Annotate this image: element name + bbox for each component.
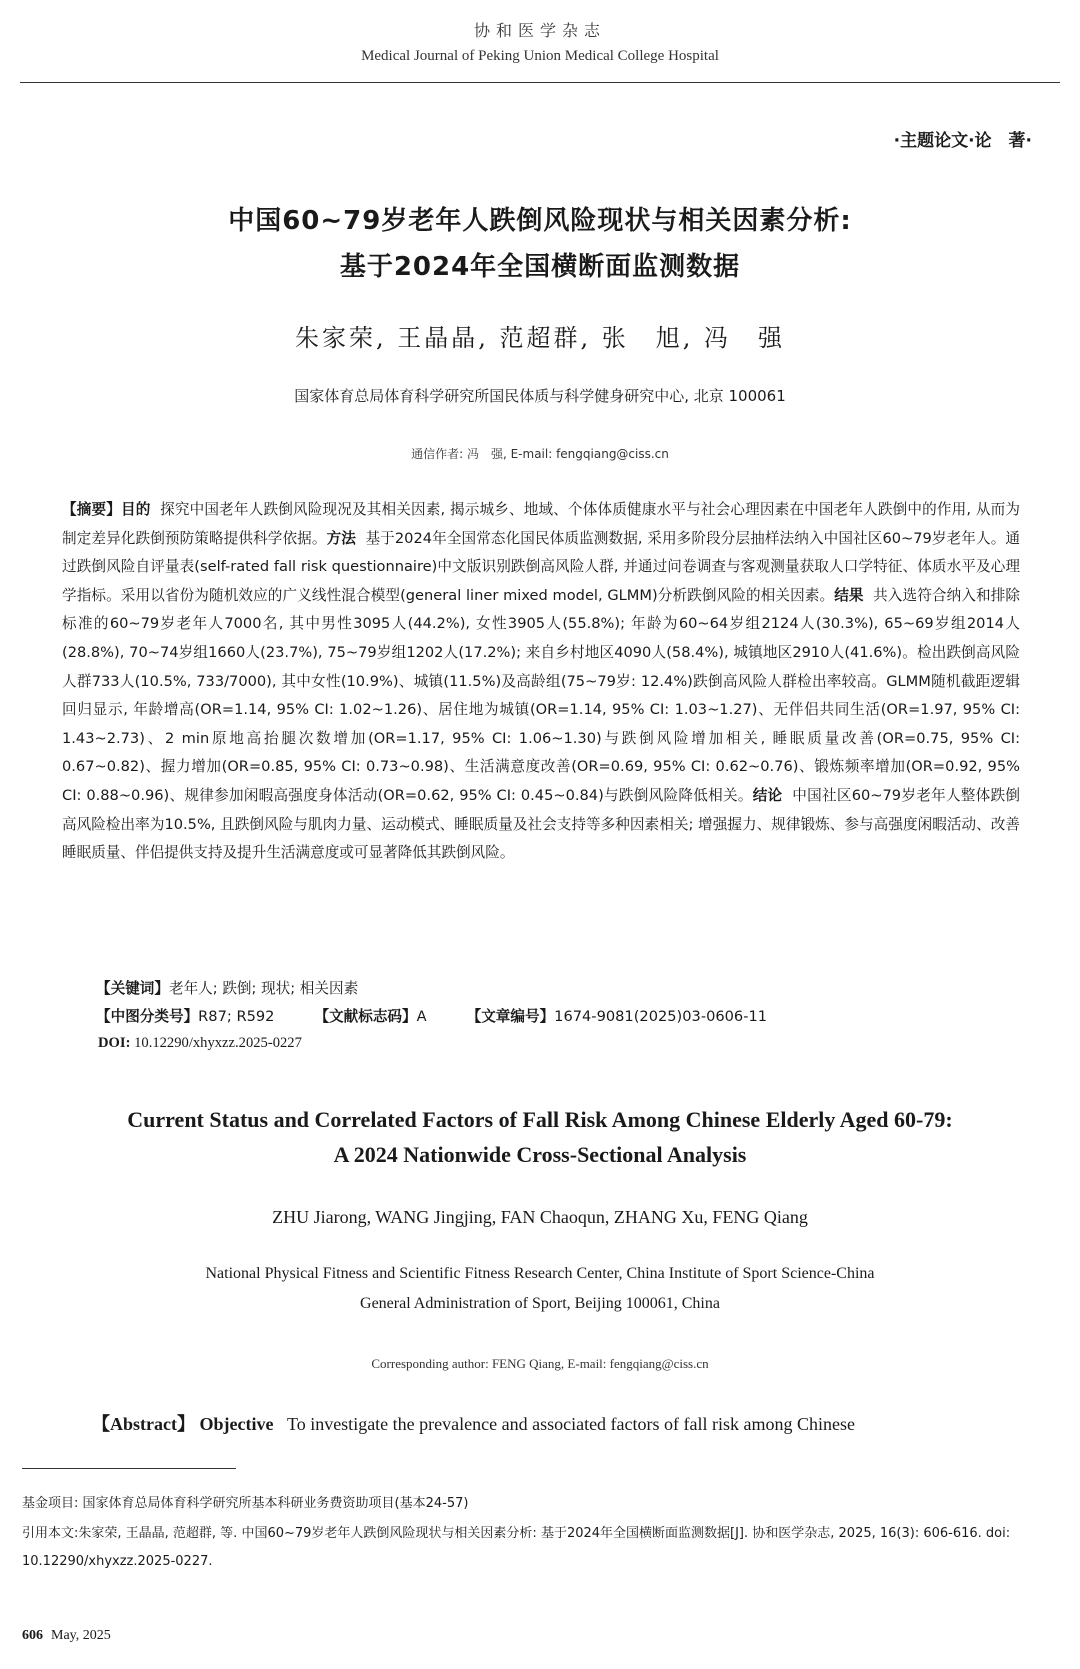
corresponding-author-en: Corresponding author: FENG Qiang, E-mail: fengqiang@ciss.cn bbox=[371, 1356, 709, 1371]
methods-text: 基于2024年全国常态化国民体质监测数据, 采用多阶段分层抽样法纳入中国社区60~79岁老年人。通过跌倒风险自评量表(self-rated fall risk questionnaire)中文版识别跌倒高风险人群, 并通过问卷调查与客观测量获取人口学特征、体质水平及心理学指标。采用以省份为随机效应的广义线性混合模型(general liner mixed model, GLMM)分析跌倒风险的相关因素。 bbox=[62, 529, 1020, 604]
citation-label: 引用本文: bbox=[22, 1526, 79, 1541]
affiliation-cn: 国家体育总局体育科学研究所国民体质与科学健身研究中心, 北京 100061 bbox=[294, 387, 786, 405]
title-cn-line-1: 中国60~79岁老年人跌倒风险现状与相关因素分析: bbox=[228, 206, 852, 236]
doi-value[interactable]: 10.12290/xhyxzz.2025-0227 bbox=[134, 1035, 302, 1051]
abstract-en bbox=[92, 1410, 855, 1436]
methods-label: 方法 bbox=[326, 529, 356, 547]
page-number: 606 bbox=[22, 1628, 43, 1643]
affiliation-en-line-1: National Physical Fitness and Scientific Fitness Research Center, China Institute of Sport Science-China bbox=[205, 1265, 875, 1282]
header-divider bbox=[20, 82, 1060, 83]
objective-label: 目的 bbox=[121, 501, 151, 518]
doc-code-value: A bbox=[416, 1008, 427, 1025]
article-no-value: 1674-9081(2025)03-0606-11 bbox=[554, 1008, 768, 1025]
funding-note: 基金项目: 国家体育总局体育科学研究所基本科研业务费资助项目(基本24-57) bbox=[22, 1496, 469, 1511]
conclusion-label: 结论 bbox=[752, 786, 783, 804]
abstract-en-heading: 【Abstract】 bbox=[92, 1414, 195, 1434]
clc-label: 【中图分类号】 bbox=[96, 1008, 199, 1025]
issue-date: May, 2025 bbox=[51, 1628, 111, 1643]
clc-value: R87; R592 bbox=[198, 1008, 275, 1025]
authors-cn: 朱家荣, 王晶晶, 范超群, 张 旭, 冯 强 bbox=[294, 324, 786, 352]
citation-text: 朱家荣, 王晶晶, 范超群, 等. 中国60~79岁老年人跌倒风险现状与相关因素分析: 基于2024年全国横断面监测数据[J]. 协和医学杂志, 2025, 16(3): 606-616. doi: 10.12290/xhyxzz.2025-0227. bbox=[22, 1526, 1011, 1569]
journal-name-cn: 协和医学杂志 bbox=[473, 21, 606, 40]
article-no-label: 【文章编号】 bbox=[466, 1008, 555, 1025]
page-footer bbox=[22, 1628, 111, 1644]
results-label: 结果 bbox=[834, 586, 864, 604]
authors-en: ZHU Jiarong, WANG Jingjing, FAN Chaoqun, ZHANG Xu, FENG Qiang bbox=[272, 1207, 808, 1227]
journal-name-en: Medical Journal of Peking Union Medical College Hospital bbox=[361, 48, 719, 64]
citation-note bbox=[22, 1520, 1022, 1576]
abstract-cn-heading: 【摘要】 bbox=[62, 501, 122, 518]
objective-text: 探究中国老年人跌倒风险现况及其相关因素, 揭示城乡、地域、个体体质健康水平与社会心理因素在中国老年人跌倒中的作用, 从而为制定差异化跌倒预防策略提供科学依据。 bbox=[62, 501, 1020, 547]
objective-en-text: To investigate the prevalence and associated factors of fall risk among Chinese bbox=[286, 1414, 855, 1434]
affiliation-en-line-2: General Administration of Sport, Beijing 100061, China bbox=[360, 1295, 720, 1312]
doi bbox=[98, 1035, 302, 1052]
classification-line bbox=[96, 1005, 767, 1026]
doi-label: DOI: bbox=[98, 1035, 131, 1051]
section-label: ·主题论文·论 著· bbox=[893, 131, 1032, 151]
results-text: 共入选符合纳入和排除标准的60~79岁老年人7000名, 其中男性3095人(44.2%), 女性3905人(55.8%); 年龄为60~64岁组2124人(30.3%), 65~69岁组2014人(28.8%), 70~74岁组1660人(23.7%), 75~79岁组1202人(17.2%); 来自乡村地区4090人(58.4%), 城镇地区2910人(41.6%)。检出跌倒高风险人群733人(10.5%, 733/7000), 其中女性(10.9%)、城镇(11.5%)及高龄组(75~79岁: 12.4%)跌倒高风险人群检出率较高。GLMM随机截距逻辑回归显示, 年龄增高(OR=1.14, 95% CI: 1.02~1.26)、居住地为城镇(OR=1.14, 95% CI: 1.03~1.27)、无伴侣共同生活(OR=1.97, 95% CI: 1.43~2.73)、2 min原地高抬腿次数增加(OR=1.17, 95% CI: 1.06~1.30)与跌倒风险增加相关, 睡眠质量改善(OR=0.75, 95% CI: 0.67~0.82)、握力增加(OR=0.85, 95% CI: 0.73~0.98)、生活满意度改善(OR=0.69, 95% CI: 0.62~0.76)、锻炼频率增加(OR=0.92, 95% CI: 0.88~0.96)、规律参加闲暇高强度身体活动(OR=0.62, 95% CI: 0.45~0.84)与跌倒风险降低相关。 bbox=[62, 586, 1020, 804]
abstract-cn bbox=[62, 496, 1020, 868]
conclusion-text: 中国社区60~79岁老年人整体跌倒高风险检出率为10.5%, 且跌倒风险与肌肉力量、运动模式、睡眠质量及社会支持等多种因素相关; 增强握力、规律锻炼、参与高强度闲暇活动、改善睡眠质量、伴侣提供支持及提升生活满意度或可显著降低其跌倒风险。 bbox=[62, 786, 1020, 862]
footnote-divider bbox=[22, 1468, 236, 1469]
keywords-label: 【关键词】 bbox=[96, 980, 169, 997]
objective-en-label: Objective bbox=[199, 1414, 274, 1434]
keywords-value: 老年人; 跌倒; 现状; 相关因素 bbox=[168, 980, 359, 997]
title-en-line-2: A 2024 Nationwide Cross-Sectional Analysis bbox=[333, 1142, 747, 1167]
keywords bbox=[96, 977, 358, 998]
doc-code-label: 【文献标志码】 bbox=[314, 1008, 417, 1025]
title-en-line-1: Current Status and Correlated Factors of Fall Risk Among Chinese Elderly Aged 60-79: bbox=[127, 1107, 953, 1132]
title-cn-line-2: 基于2024年全国横断面监测数据 bbox=[339, 252, 741, 282]
corresponding-author-cn: 通信作者: 冯 强, E-mail: fengqiang@ciss.cn bbox=[411, 447, 669, 461]
